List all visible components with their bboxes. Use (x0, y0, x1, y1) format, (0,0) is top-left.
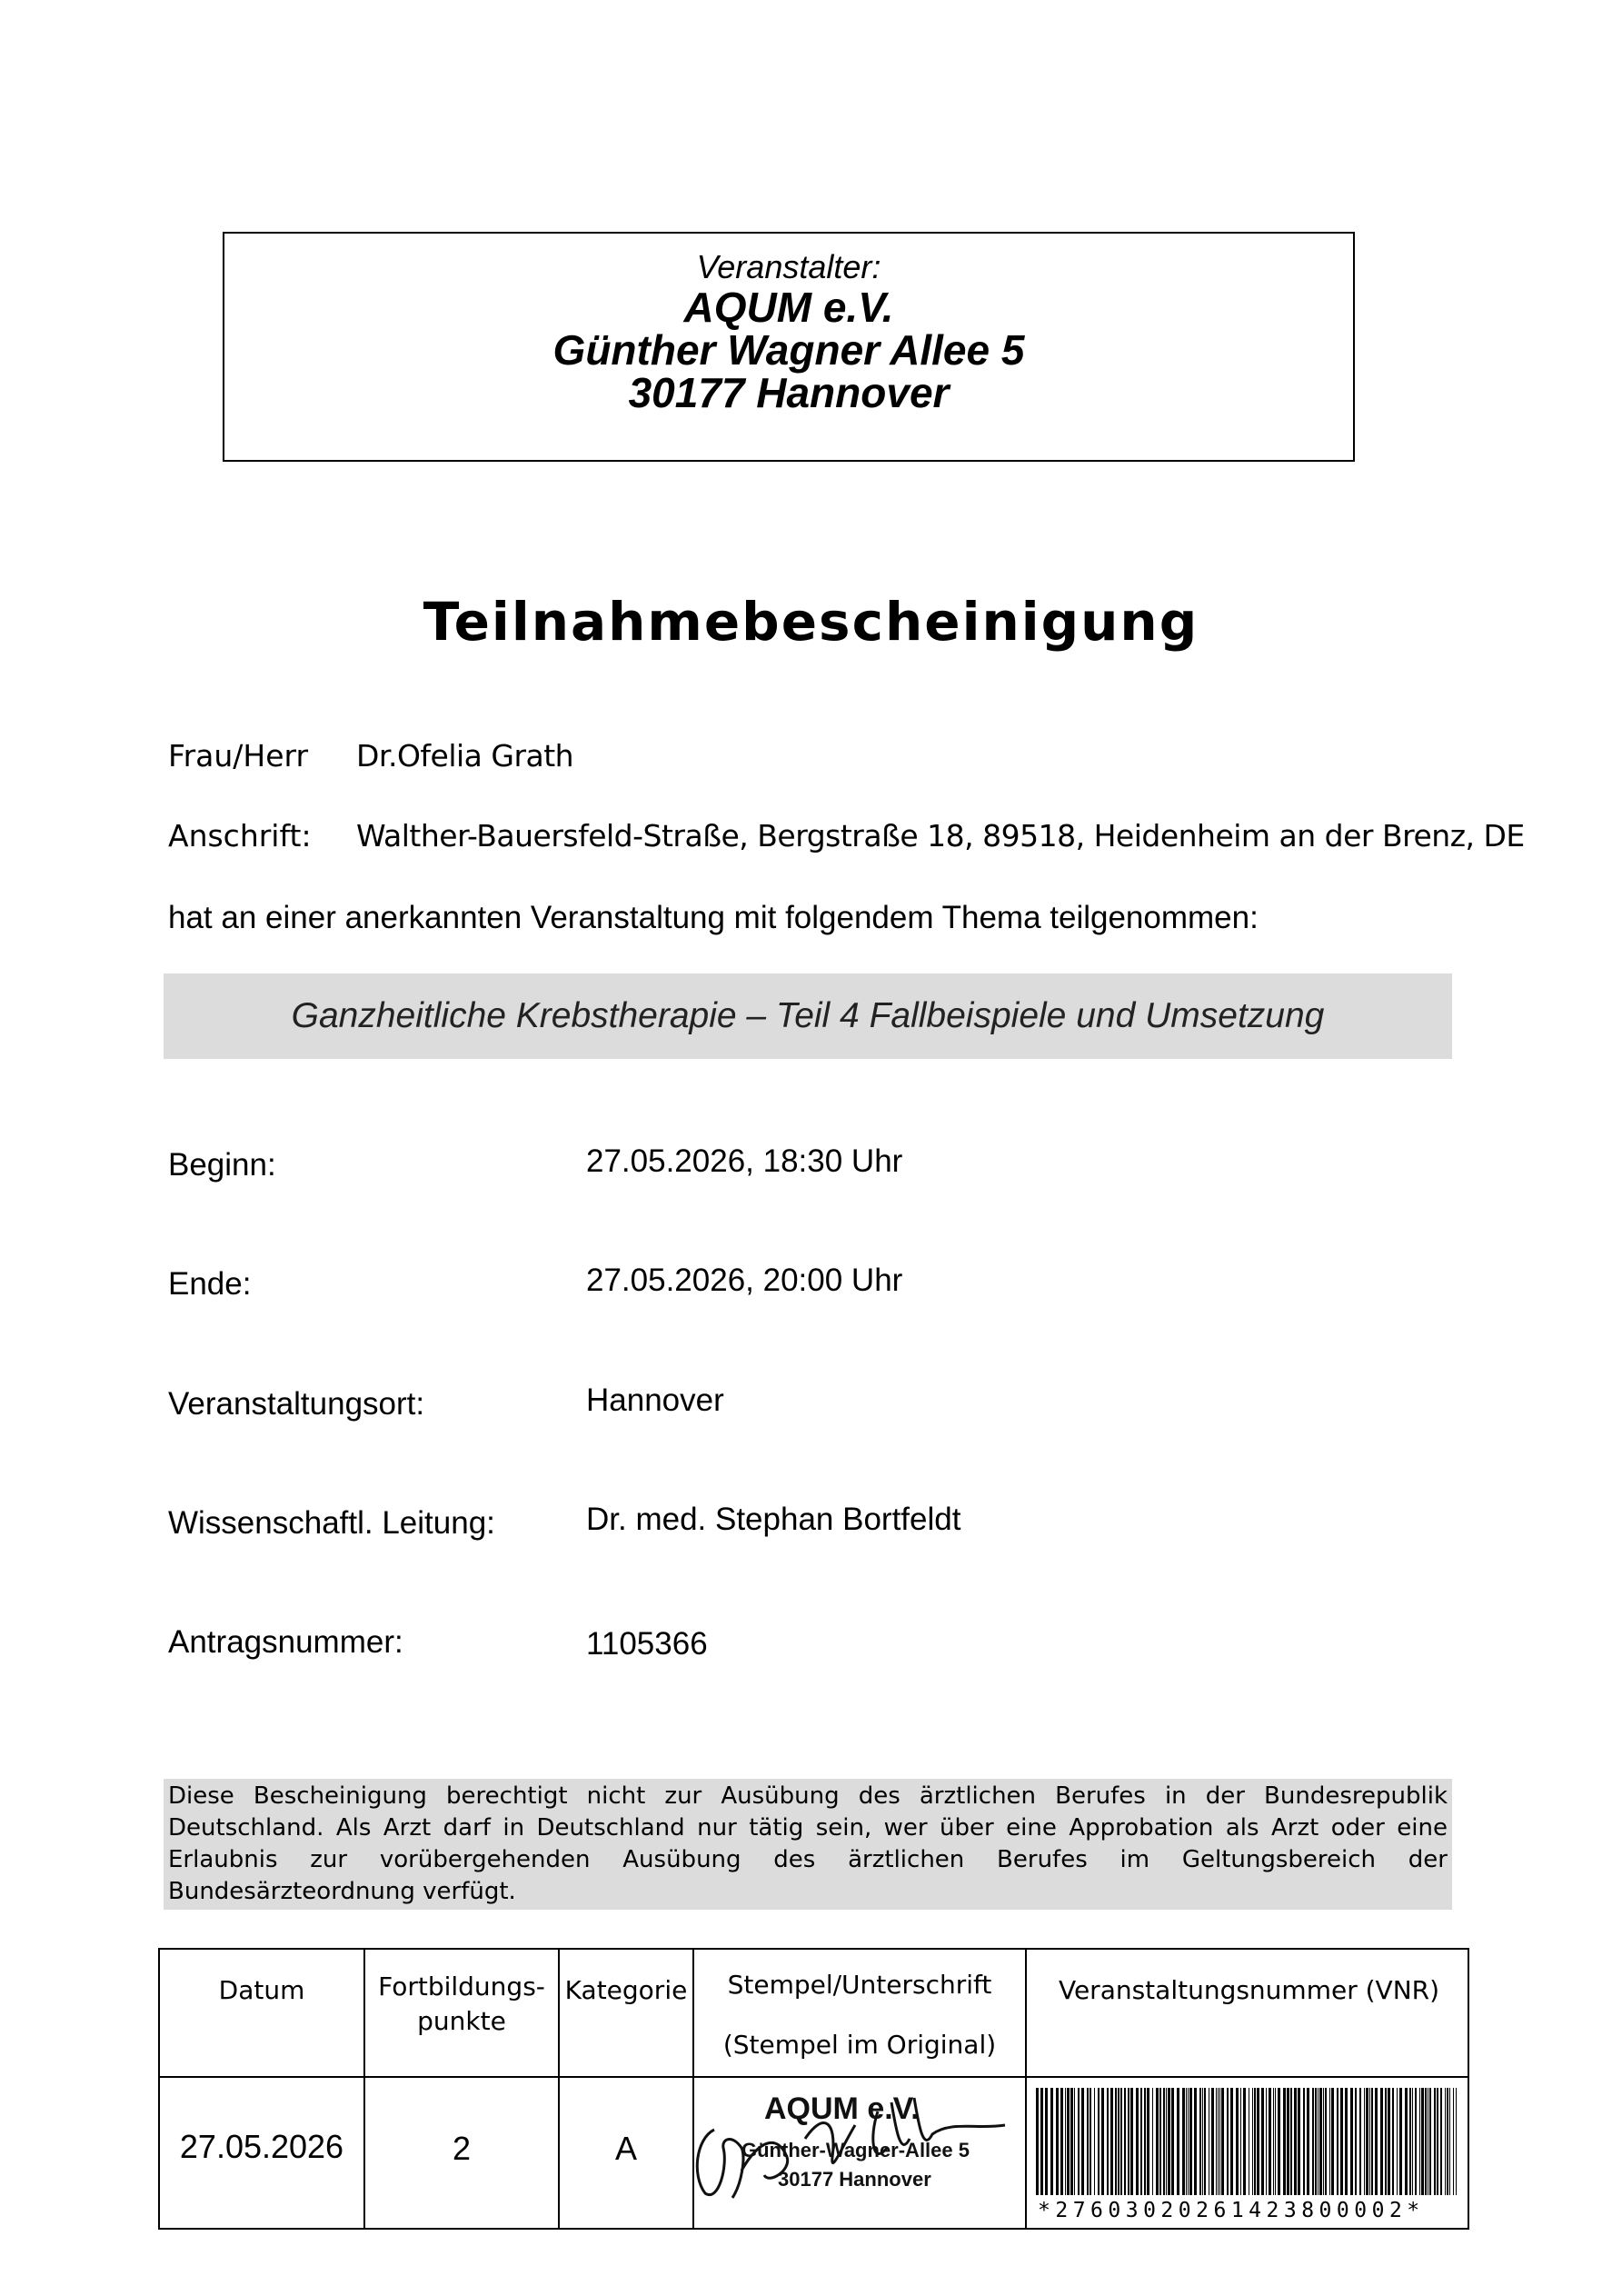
barcode-bar (1397, 2088, 1398, 2195)
barcode-bar (1118, 2088, 1119, 2195)
barcode-bar (1218, 2088, 1219, 2195)
barcode-bar (1312, 2088, 1314, 2195)
barcode-bar (1421, 2088, 1424, 2195)
barcode-bar (1094, 2088, 1095, 2195)
barcode-bar (1412, 2088, 1413, 2195)
barcode-bar (1188, 2088, 1189, 2195)
header-date: Datum (218, 1975, 305, 2005)
barcode-bar (1070, 2088, 1073, 2195)
barcode-bar (1425, 2088, 1427, 2195)
barcode-bar (1098, 2088, 1100, 2195)
document-title: Teilnahmebescheinigung (423, 591, 1199, 653)
barcode-bar (1434, 2088, 1436, 2195)
barcode-bar (1087, 2088, 1089, 2195)
barcode-bar (1440, 2088, 1442, 2195)
barcode-bar (1182, 2088, 1185, 2195)
barcode-bar (1456, 2088, 1457, 2195)
barcode-bar (1331, 2088, 1334, 2195)
barcode-bar (1254, 2088, 1256, 2195)
barcode-bar (1159, 2088, 1161, 2195)
stamp-line-2: Günther-Wagner-Allee 5 (741, 2139, 970, 2161)
barcode-bar (1419, 2088, 1420, 2195)
barcode-bar (1307, 2088, 1309, 2195)
barcode-bar (1156, 2088, 1159, 2195)
participant-address: Walther-Bauersfeld-Straße, Bergstraße 18, 89518, Heidenheim an der Brenz, DE (356, 818, 1525, 854)
barcode-bar (1399, 2088, 1402, 2195)
stamp-signature (678, 2084, 1041, 2221)
barcode-bar (1101, 2088, 1104, 2195)
name-label: Frau/Herr (168, 738, 309, 774)
field-value-begin: 27.05.2026, 18:30 Uhr (586, 1143, 903, 1179)
barcode-bar (1325, 2088, 1327, 2195)
barcode-bar (1337, 2088, 1338, 2195)
credit-table (158, 1948, 1469, 2230)
topic-banner: Ganzheitliche Krebstherapie – Teil 4 Fallbeispiele und Umsetzung (164, 973, 1452, 1059)
barcode-bar (1266, 2088, 1267, 2195)
barcode-bar (1163, 2088, 1165, 2195)
barcode-bar (1078, 2088, 1080, 2195)
organizer-city: 30177 Hannover (628, 369, 950, 416)
barcode-bar (1221, 2088, 1224, 2195)
organizer-label: Veranstalter: (696, 248, 881, 285)
intro-text: hat an einer anerkannten Veranstaltung mit folgendem Thema teilgenommen: (168, 900, 1259, 935)
barcode-bar (1243, 2088, 1246, 2195)
barcode-bar (1359, 2088, 1361, 2195)
field-label-venue: Veranstaltungsort: (168, 1386, 425, 1422)
barcode-bar (1445, 2088, 1446, 2195)
barcode-bar (1115, 2088, 1117, 2195)
stamp-line-1: AQUM e.V. (764, 2091, 920, 2126)
barcode-bar (1369, 2088, 1370, 2195)
barcode-bar (1219, 2088, 1220, 2195)
barcode-bar (1350, 2088, 1353, 2195)
barcode-bar (1202, 2088, 1203, 2195)
barcode-bar (1230, 2088, 1233, 2195)
barcode-bar (1136, 2088, 1139, 2195)
organizer-name: AQUM e.V. (683, 284, 894, 331)
participant-name: Dr.Ofelia Grath (356, 738, 574, 774)
barcode-bar (1345, 2088, 1348, 2195)
organizer-street: Günther Wagner Allee 5 (552, 326, 1025, 374)
barcode-bar (1287, 2088, 1289, 2195)
barcode-bar (1303, 2088, 1305, 2195)
barcode-bar (1278, 2088, 1280, 2195)
barcode-bar (1261, 2088, 1264, 2195)
field-value-application: 1105366 (586, 1626, 708, 1662)
barcode-bar (1294, 2088, 1297, 2195)
barcode-bar (1437, 2088, 1438, 2195)
barcode-bar (1269, 2088, 1271, 2195)
barcode-bar (1130, 2088, 1133, 2195)
header-stamp-1: Stempel/Unterschrift (727, 1970, 992, 2000)
stamp-line-3: 30177 Hannover (778, 2168, 931, 2191)
barcode-bar (1036, 2088, 1039, 2195)
vnr-barcode (1032, 2088, 1467, 2197)
barcode-bar (1273, 2088, 1274, 2195)
barcode-bar (1067, 2088, 1070, 2195)
barcode-bar (1453, 2088, 1454, 2195)
barcode-bar (1211, 2088, 1214, 2195)
field-label-begin: Beginn: (168, 1147, 276, 1183)
barcode-bar (1216, 2088, 1217, 2195)
header-category: Kategorie (564, 1975, 688, 2005)
barcode-bar (1045, 2088, 1048, 2195)
barcode-bar (1380, 2088, 1383, 2195)
barcode-bar (1385, 2088, 1387, 2195)
barcode-bar (1227, 2088, 1229, 2195)
barcode-bar (1275, 2088, 1276, 2195)
field-label-end: Ende: (168, 1266, 252, 1302)
barcode-bar (1298, 2088, 1300, 2195)
header-points-2: punkte (417, 2006, 506, 2036)
barcode-bar (1340, 2088, 1343, 2195)
barcode-bar (1323, 2088, 1324, 2195)
barcode-bar (1186, 2088, 1187, 2195)
barcode-bar (1290, 2088, 1292, 2195)
barcode-bar (1056, 2088, 1059, 2195)
barcode-bar (1236, 2088, 1239, 2195)
barcode-bar (1366, 2088, 1368, 2195)
header-stamp-2: (Stempel im Original) (722, 2030, 997, 2060)
barcode-bar (1040, 2088, 1043, 2195)
barcode-bar (1107, 2088, 1109, 2195)
barcode-bar (1315, 2088, 1317, 2195)
barcode-bar (1050, 2088, 1053, 2195)
header-points-1: Fortbildungs- (378, 1972, 545, 2002)
barcode-bar (1124, 2088, 1126, 2195)
field-value-venue: Hannover (586, 1383, 724, 1418)
barcode-bar (1319, 2088, 1322, 2195)
barcode-bar (1110, 2088, 1113, 2195)
barcode-bar (1140, 2088, 1142, 2195)
barcode-bar (1060, 2088, 1063, 2195)
barcode-bar (1388, 2088, 1390, 2195)
barcode-bar (1240, 2088, 1241, 2195)
barcode-bar (1194, 2088, 1197, 2195)
address-label: Anschrift: (168, 818, 312, 854)
organizer-box (223, 232, 1355, 462)
barcode-bar (1364, 2088, 1365, 2195)
cell-date: 27.05.2026 (179, 2128, 344, 2165)
barcode-bar (1405, 2088, 1408, 2195)
cell-category: A (614, 2130, 637, 2167)
barcode-bar (1257, 2088, 1259, 2195)
barcode-bar (1074, 2088, 1075, 2195)
field-label-lead: Wissenschaftl. Leitung: (168, 1505, 495, 1541)
barcode-bar (1204, 2088, 1206, 2195)
barcode-bar (1355, 2088, 1357, 2195)
field-value-end: 27.05.2026, 20:00 Uhr (586, 1263, 903, 1298)
barcode-bar (1090, 2088, 1091, 2195)
barcode-bar (1392, 2088, 1394, 2195)
barcode-bar (1168, 2088, 1170, 2195)
barcode-bar (1409, 2088, 1411, 2195)
barcode-bar (1177, 2088, 1179, 2195)
barcode-bar (1171, 2088, 1174, 2195)
barcode-bar (1371, 2088, 1373, 2195)
disclaimer-text: Diese Bescheinigung berechtigt nicht zur Ausübung des ärztlichen Berufes in der Bundesrepublik Deutschland. Als Arzt darf in Deutschland nur tätig sein, wer über eine Approbation als Arzt oder eine Erlaubnis zur vorübergehenden Ausübung des ärztlichen Berufes im Geltungsbereich der Bundesärzteordnung verfügt. (164, 1779, 1452, 1910)
field-value-lead: Dr. med. Stephan Bortfeldt (586, 1502, 961, 1537)
header-vnr: Veranstaltungsnummer (VNR) (1058, 1975, 1440, 2005)
barcode-bar (1447, 2088, 1448, 2195)
barcode-number: *27603020261423800002* (1038, 2199, 1425, 2222)
cell-points: 2 (452, 2130, 472, 2167)
barcode-bar (1147, 2088, 1149, 2195)
barcode-bar (1144, 2088, 1146, 2195)
barcode-bar (1199, 2088, 1201, 2195)
barcode-bar (1065, 2088, 1066, 2195)
barcode-bar (1081, 2088, 1084, 2195)
barcode-bar (1120, 2088, 1122, 2195)
barcode-bar (1166, 2088, 1167, 2195)
barcode-bar (1252, 2088, 1253, 2195)
barcode-bar (1329, 2088, 1330, 2195)
barcode-bar (1415, 2088, 1417, 2195)
barcode-bar (1375, 2088, 1378, 2195)
barcode-bar (1449, 2088, 1450, 2195)
barcode-bar (1189, 2088, 1192, 2195)
barcode-bar (1128, 2088, 1129, 2195)
barcode-bar (1283, 2088, 1286, 2195)
field-label-application: Antragsnummer: (168, 1624, 403, 1660)
barcode-bar (1429, 2088, 1431, 2195)
barcode-bar (1152, 2088, 1153, 2195)
